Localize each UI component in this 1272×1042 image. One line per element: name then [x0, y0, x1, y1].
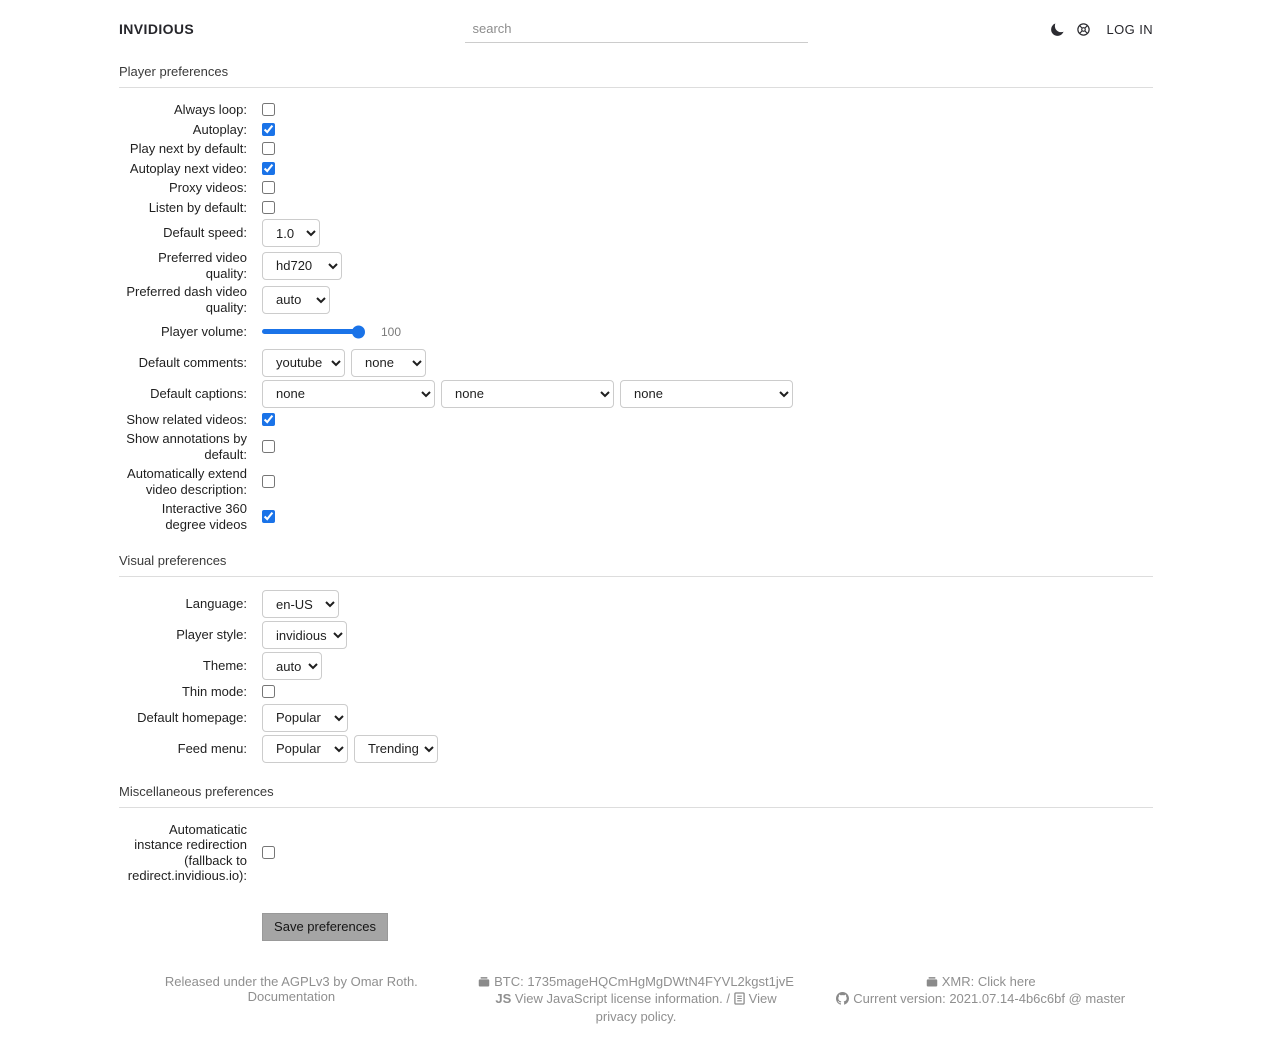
default-captions-label: Default captions: — [119, 386, 247, 402]
brand-link[interactable]: INVIDIOUS — [119, 21, 465, 37]
default-captions-third-select[interactable] — [620, 380, 793, 408]
license-text: Released under the AGPLv3 by Omar Roth. — [165, 974, 418, 989]
proxy-videos-row — [119, 180, 1153, 196]
annotations-checkbox[interactable] — [262, 440, 275, 453]
default-comments-row — [119, 349, 1153, 377]
vr-mode-row — [119, 501, 1153, 532]
video-quality-select[interactable] — [262, 252, 342, 280]
top-navbar — [119, 0, 1153, 43]
player-style-label: Player style: — [119, 627, 247, 643]
default-captions-row — [119, 380, 1153, 408]
autoplay-next-label: Autoplay next video: — [119, 161, 247, 177]
thin-mode-label: Thin mode: — [119, 684, 247, 700]
autoplay-next-row — [119, 161, 1153, 177]
feed-menu-second-select[interactable] — [354, 735, 438, 763]
github-icon — [836, 992, 849, 1009]
privacy-policy-link[interactable]: View privacy policy. — [596, 991, 777, 1024]
annotations-row — [119, 431, 1153, 462]
document-icon — [734, 992, 745, 1009]
default-comments-label: Default comments: — [119, 355, 247, 371]
btc-address: BTC: 1735mageHQCmHgMgDWtN4FYVL2kgst1jvE — [494, 974, 794, 989]
search-input[interactable] — [465, 15, 808, 43]
dash-quality-row — [119, 284, 1153, 315]
feed-menu-label: Feed menu: — [119, 741, 247, 757]
auto-redirect-checkbox[interactable] — [262, 846, 275, 859]
thin-mode-checkbox[interactable] — [262, 685, 275, 698]
search-box — [465, 15, 808, 43]
player-preferences-section — [119, 88, 1153, 532]
wallet-icon — [478, 976, 490, 992]
footer-right — [808, 974, 1153, 1025]
moon-icon[interactable] — [1050, 22, 1065, 37]
player-style-row — [119, 621, 1153, 649]
play-next-checkbox[interactable] — [262, 142, 275, 155]
extend-desc-checkbox[interactable] — [262, 475, 275, 488]
misc-preferences-title: Miscellaneous preferences — [119, 784, 1153, 808]
autoplay-row — [119, 122, 1153, 138]
player-volume-row — [119, 324, 1153, 340]
page-container — [119, 0, 1153, 1042]
xmr-label: XMR: — [942, 974, 975, 989]
log-in-link[interactable]: LOG IN — [1107, 22, 1153, 37]
related-videos-checkbox[interactable] — [262, 413, 275, 426]
language-label: Language: — [119, 596, 247, 612]
language-select[interactable] — [262, 590, 339, 618]
theme-select[interactable] — [262, 652, 322, 680]
autoplay-checkbox[interactable] — [262, 123, 275, 136]
extend-desc-label: Automatically extend video description: — [119, 466, 247, 497]
video-quality-row — [119, 250, 1153, 281]
default-speed-select[interactable] — [262, 219, 320, 247]
player-style-select[interactable] — [262, 621, 347, 649]
gear-icon[interactable] — [1076, 22, 1091, 37]
slider-thumb[interactable] — [352, 325, 365, 338]
dash-quality-select[interactable] — [262, 286, 330, 314]
always-loop-checkbox[interactable] — [262, 103, 275, 116]
related-videos-row — [119, 412, 1153, 428]
extend-desc-row — [119, 466, 1153, 497]
video-quality-label: Preferred video quality: — [119, 250, 247, 281]
play-next-label: Play next by default: — [119, 141, 247, 157]
dash-quality-label: Preferred dash video quality: — [119, 284, 247, 315]
player-volume-label: Player volume: — [119, 324, 247, 340]
related-videos-label: Show related videos: — [119, 412, 247, 428]
default-homepage-select[interactable] — [262, 704, 348, 732]
annotations-label: Show annotations by default: — [119, 431, 247, 462]
auto-redirect-label: Automaticatic instance redirection (fallback to redirect.invidious.io): — [119, 822, 247, 884]
visual-preferences-title: Visual preferences — [119, 553, 1153, 577]
always-loop-row — [119, 102, 1153, 118]
proxy-videos-checkbox[interactable] — [262, 181, 275, 194]
version-link[interactable]: 2021.07.14-4b6c6bf @ master — [949, 991, 1125, 1006]
listen-default-row — [119, 200, 1153, 216]
misc-preferences-section — [119, 808, 1153, 884]
feed-menu-row — [119, 735, 1153, 763]
auto-redirect-row — [119, 822, 1153, 884]
footer-left — [119, 974, 464, 1025]
documentation-link[interactable]: Documentation — [248, 989, 335, 1004]
proxy-videos-label: Proxy videos: — [119, 180, 247, 196]
autoplay-next-checkbox[interactable] — [262, 162, 275, 175]
vr-mode-checkbox[interactable] — [262, 510, 275, 523]
default-homepage-label: Default homepage: — [119, 710, 247, 726]
player-preferences-title: Player preferences — [119, 64, 1153, 88]
visual-preferences-section — [119, 577, 1153, 763]
thin-mode-row — [119, 684, 1153, 700]
wallet-icon — [926, 976, 938, 992]
default-comments-second-select[interactable] — [351, 349, 426, 377]
navbar-right — [808, 22, 1154, 37]
default-comments-first-select[interactable] — [262, 349, 345, 377]
default-speed-row — [119, 219, 1153, 247]
play-next-row — [119, 141, 1153, 157]
footer-separator: / — [726, 991, 730, 1006]
default-captions-second-select[interactable] — [441, 380, 614, 408]
feed-menu-first-select[interactable] — [262, 735, 348, 763]
default-captions-first-select[interactable] — [262, 380, 435, 408]
default-speed-label: Default speed: — [119, 225, 247, 241]
listen-default-label: Listen by default: — [119, 200, 247, 216]
theme-label: Theme: — [119, 658, 247, 674]
vr-mode-label: Interactive 360 degree videos — [119, 501, 247, 532]
footer-center — [464, 974, 809, 1025]
theme-row — [119, 652, 1153, 680]
xmr-link[interactable]: Click here — [978, 974, 1036, 989]
player-volume-slider[interactable] — [262, 329, 362, 334]
autoplay-label: Autoplay: — [119, 122, 247, 138]
js-license-link[interactable]: View JavaScript license information. — [515, 991, 723, 1006]
save-preferences-button[interactable]: Save preferences — [262, 913, 388, 941]
language-row — [119, 590, 1153, 618]
always-loop-label: Always loop: — [119, 102, 247, 118]
listen-default-checkbox[interactable] — [262, 201, 275, 214]
version-label: Current version: — [853, 991, 945, 1006]
default-homepage-row — [119, 704, 1153, 732]
js-icon: JS — [495, 991, 511, 1006]
player-volume-value: 100 — [381, 325, 401, 339]
